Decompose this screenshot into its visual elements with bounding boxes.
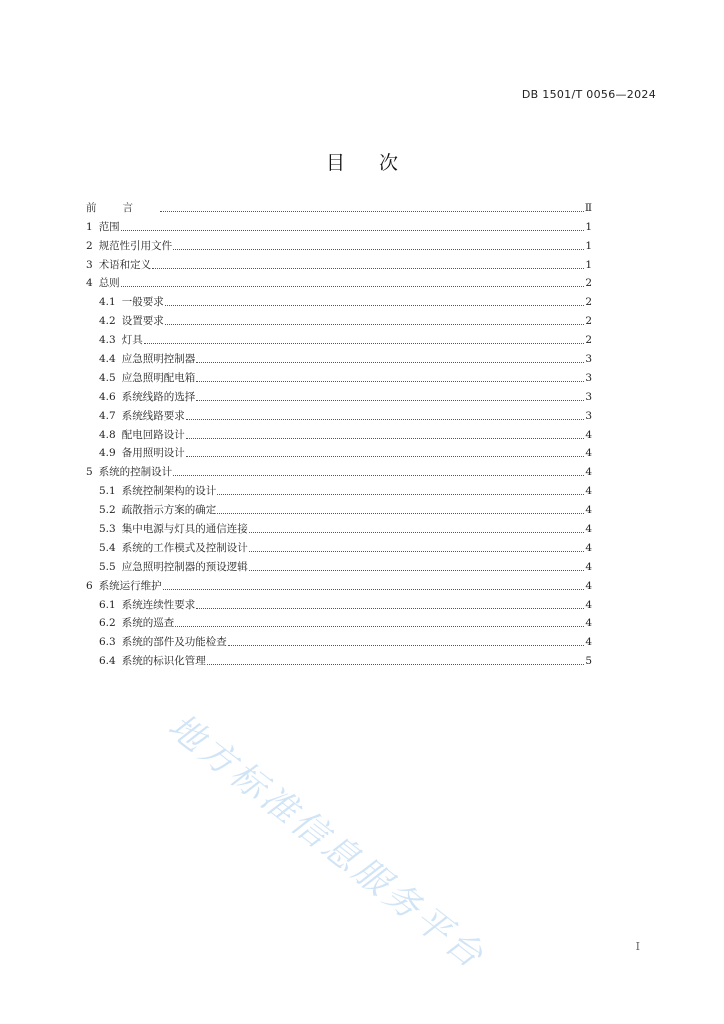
toc-entry[interactable] [86,423,592,442]
toc-entry-label: 系统的控制设计 [98,466,173,479]
toc-entry-label: 范围 [98,220,120,233]
toc-entry-number: 6.4 [99,655,116,668]
toc-entry-label: 系统的部件及功能检查 [121,636,227,649]
toc-entry-page: 4 [585,636,592,649]
toc-entry-label: 前言 [86,201,159,214]
toc-leader-dots [196,361,584,363]
toc-entry-page: 4 [585,523,592,536]
toc-leader-dots [173,474,584,476]
toc-entry[interactable] [86,649,592,668]
toc-leader-dots [173,248,584,250]
toc-entry-number: 4.5 [99,371,116,384]
toc-entry[interactable] [86,234,592,253]
toc-entry-number: 4.2 [99,315,116,328]
toc-entry-number: 1 [86,220,93,233]
toc-entry-label: 系统线路要求 [121,409,185,422]
toc-entry-page: 4 [585,579,592,592]
toc-entry[interactable] [86,347,592,366]
toc-leader-dots [186,418,585,420]
toc-entry-number: 6.1 [99,598,116,611]
toc-entry-number: 4.1 [99,296,116,309]
toc-entry-page: 5 [585,655,592,668]
toc-entry-label: 术语和定义 [98,258,152,271]
toc-entry-label: 系统线路的选择 [121,390,196,403]
toc-entry[interactable] [86,593,592,612]
toc-entry-number: 6 [86,579,93,592]
toc-entry-number: 5.2 [99,504,116,517]
toc-entry-number: 4.7 [99,409,116,422]
toc-entry-label: 应急照明控制器 [121,353,196,366]
toc-entry-label: 系统的标识化管理 [121,655,206,668]
toc-entry-label: 集中电源与灯具的通信连接 [121,523,248,536]
toc-leader-dots [249,531,585,533]
toc-entry-page: 1 [585,258,592,271]
toc-leader-dots [217,512,584,514]
toc-entry-page: 4 [585,485,592,498]
toc-entry-label: 系统的工作模式及控制设计 [121,541,248,554]
toc-entry-page: 2 [585,277,592,290]
toc-entry-number: 4.6 [99,390,116,403]
toc-leader-dots [121,229,585,231]
toc-entry-label: 系统控制架构的设计 [121,485,217,498]
toc-entry-number: 5.5 [99,560,116,573]
toc-entry[interactable] [86,290,592,309]
toc-entry-page: 2 [585,315,592,328]
toc-entry-page: 3 [585,371,592,384]
toc-leader-dots [186,437,585,439]
toc-entry[interactable] [86,536,592,555]
toc-entry-label: 总则 [98,277,120,290]
toc-entry-page: Ⅱ [584,201,592,214]
toc-entry-page: 3 [585,390,592,403]
toc-entry[interactable] [86,479,592,498]
toc-entry-number: 4.8 [99,428,116,441]
page-title: 目次 [325,152,432,174]
toc-entry[interactable] [86,196,592,215]
toc-leader-dots [144,342,585,344]
toc-entry[interactable] [86,442,592,461]
toc-entry-label: 应急照明控制器的预设逻辑 [121,560,248,573]
toc-leader-dots [165,304,585,306]
toc-entry-page: 4 [585,466,592,479]
toc-entry-number: 4.3 [99,334,116,347]
toc-leader-dots [196,607,584,609]
toc-entry[interactable] [86,404,592,423]
toc-entry-label: 系统连续性要求 [121,598,196,611]
toc-entry-label: 配电回路设计 [121,428,185,441]
toc-entry-page: 4 [585,541,592,554]
toc-entry[interactable] [86,630,592,649]
toc-entry[interactable] [86,555,592,574]
toc-entry-number: 4.4 [99,353,116,366]
toc-leader-dots [228,644,585,646]
toc-entry-page: 4 [585,504,592,517]
toc-entry-number: 6.3 [99,636,116,649]
toc-entry[interactable] [86,328,592,347]
toc-entry-label: 规范性引用文件 [98,239,173,252]
toc-entry-page: 1 [585,239,592,252]
toc-leader-dots [165,323,585,325]
toc-entry[interactable] [86,612,592,631]
toc-entry-page: 4 [585,560,592,573]
toc-entry-number: 4.9 [99,447,116,460]
toc-entry-page: 3 [585,409,592,422]
toc-entry-number: 5 [86,466,93,479]
toc-entry-label: 系统运行维护 [98,579,162,592]
toc-leader-dots [249,569,585,571]
toc-leader-dots [186,455,585,457]
page-number: I [635,940,640,953]
watermark: 地方标准信息服务平台 [160,706,493,978]
toc-entry-page: 2 [585,334,592,347]
toc-entry-page: 4 [585,598,592,611]
toc-leader-dots [163,588,585,590]
toc-entry-number: 3 [86,258,93,271]
toc-leader-dots [175,625,584,627]
toc-entry-page: 1 [585,220,592,233]
toc-entry-number: 5.4 [99,541,116,554]
toc-entry-label: 设置要求 [121,315,164,328]
toc-entry[interactable] [86,366,592,385]
toc-leader-dots [196,380,584,382]
toc-leader-dots [160,210,584,212]
toc-entry-number: 2 [86,239,93,252]
toc-entry-number: 4 [86,277,93,290]
toc-entry-label: 灯具 [121,334,143,347]
toc-entry-label: 备用照明设计 [121,447,185,460]
toc-entry[interactable] [86,460,592,479]
toc-entry-label: 疏散指示方案的确定 [121,504,217,517]
table-of-contents [86,196,592,668]
toc-entry-page: 4 [585,428,592,441]
toc-entry-page: 2 [585,296,592,309]
toc-entry-page: 4 [585,447,592,460]
toc-entry[interactable] [86,517,592,536]
toc-entry[interactable] [86,253,592,272]
toc-entry[interactable] [86,385,592,404]
toc-entry-page: 3 [585,353,592,366]
toc-leader-dots [196,399,584,401]
toc-entry-number: 5.3 [99,523,116,536]
toc-entry-label: 应急照明配电箱 [121,371,196,384]
toc-leader-dots [152,267,584,269]
toc-entry-label: 一般要求 [121,296,164,309]
toc-entry-number: 6.2 [99,617,116,630]
toc-entry-page: 4 [585,617,592,630]
toc-leader-dots [121,285,585,287]
toc-entry-label: 系统的巡查 [121,617,175,630]
toc-leader-dots [207,663,585,665]
toc-entry-number: 5.1 [99,485,116,498]
toc-entry[interactable] [86,498,592,517]
toc-entry[interactable] [86,272,592,291]
document-code: DB 1501/T 0056—2024 [521,88,656,101]
toc-leader-dots [249,550,585,552]
toc-entry[interactable] [86,574,592,593]
toc-entry[interactable] [86,309,592,328]
toc-entry[interactable] [86,215,592,234]
toc-leader-dots [217,493,584,495]
